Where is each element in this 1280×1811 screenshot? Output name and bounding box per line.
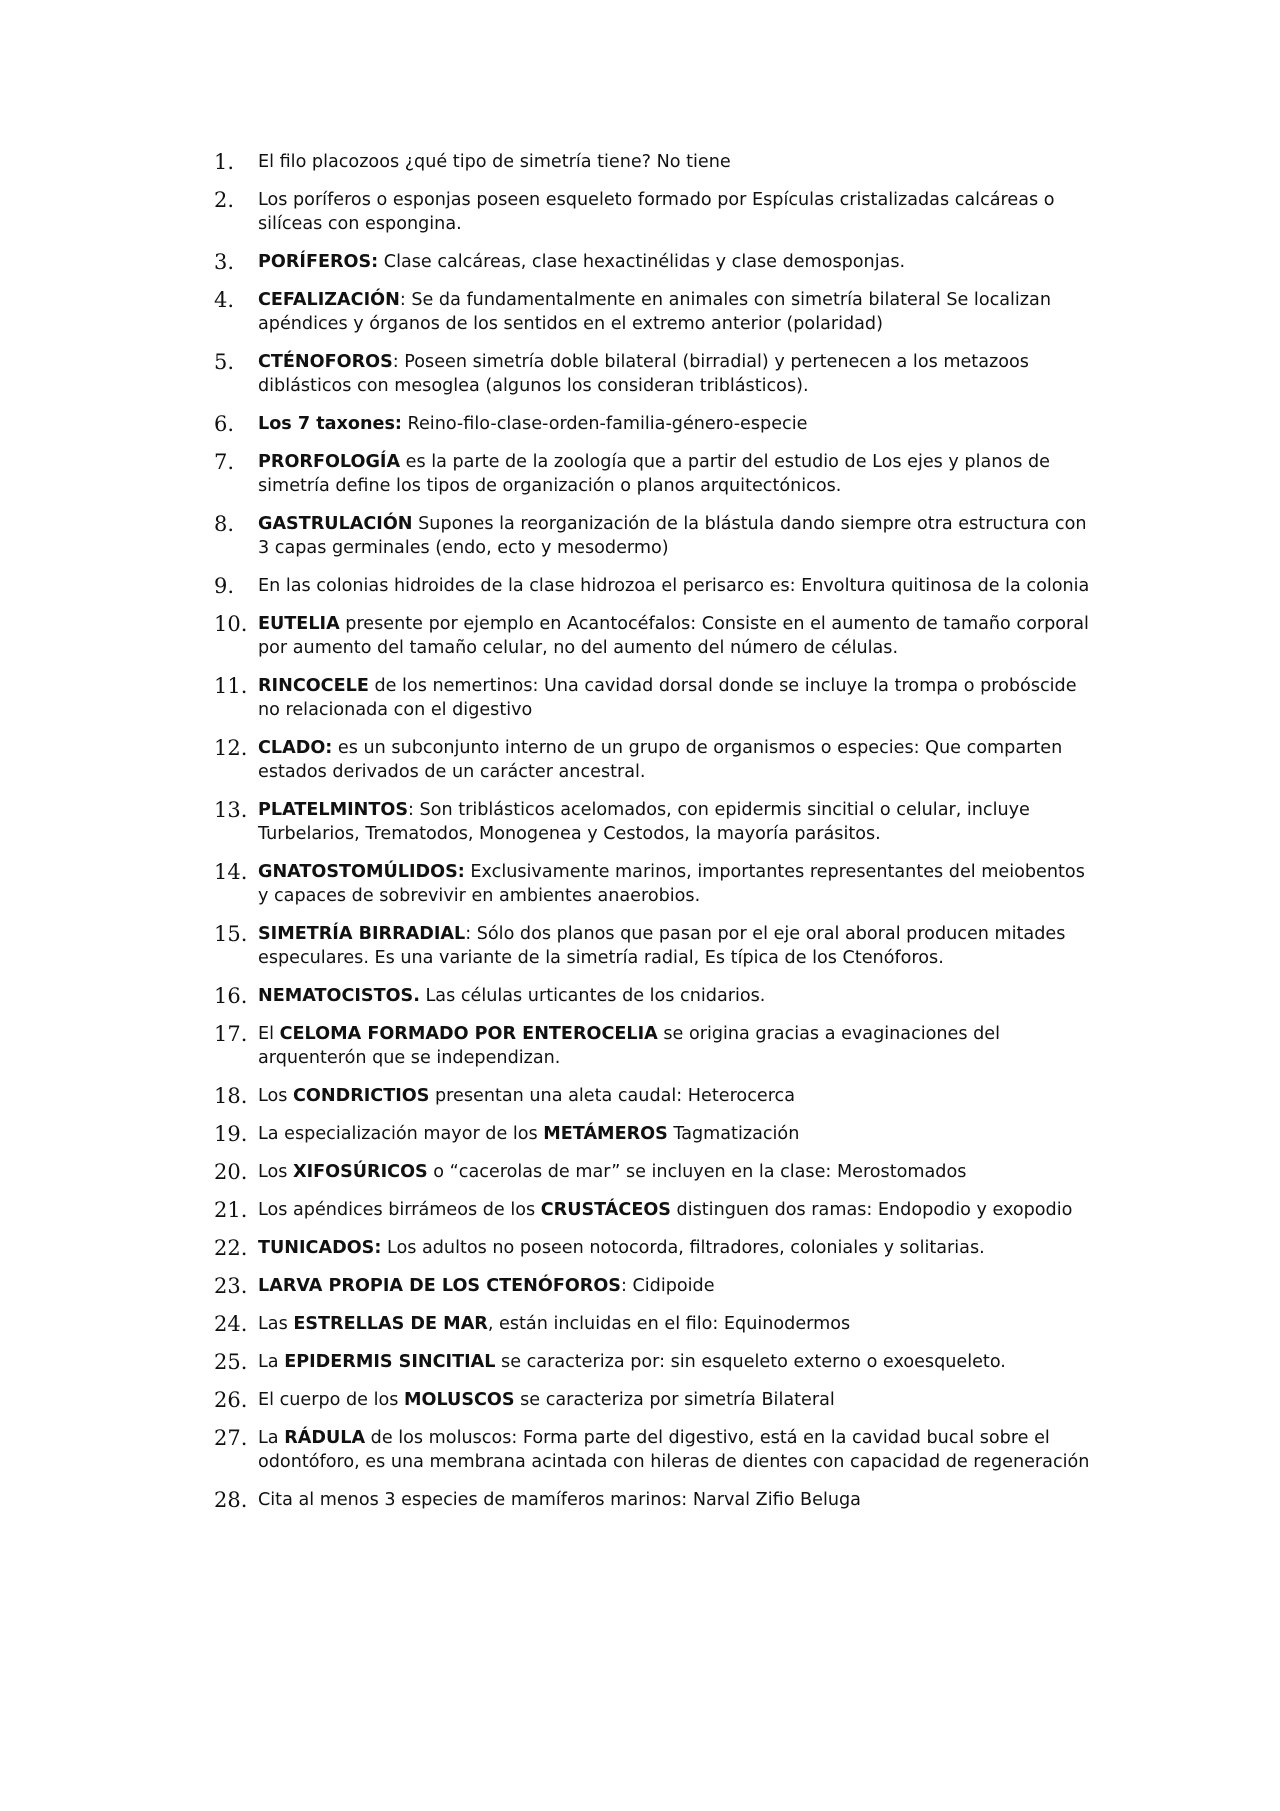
list-item	[214, 1122, 1094, 1146]
item-term: NEMATOCISTOS.	[258, 986, 420, 1006]
list-item	[214, 612, 1094, 660]
list-item	[214, 350, 1094, 398]
item-text	[258, 1274, 1094, 1298]
item-text	[258, 1084, 1094, 1108]
list-item	[214, 150, 1094, 174]
item-term: GASTRULACIÓN	[258, 514, 413, 534]
list-item	[214, 1198, 1094, 1222]
item-number: 7.	[214, 450, 235, 474]
item-text	[258, 512, 1094, 560]
item-term: MOLUSCOS	[404, 1390, 515, 1410]
item-number: 1.	[214, 150, 235, 174]
item-text	[258, 984, 1094, 1008]
item-number: 10.	[214, 612, 248, 636]
list-item	[214, 1426, 1094, 1474]
list-item	[214, 860, 1094, 908]
item-text	[258, 412, 1094, 436]
item-text-segment: es un subconjunto interno de un grupo de organismos o especies: Que comparten estados derivados de un carácter ancestral.	[258, 738, 1063, 782]
item-text	[258, 450, 1094, 498]
item-number: 6.	[214, 412, 235, 436]
item-text-segment: Los adultos no poseen notocorda, filtradores, coloniales y solitarias.	[381, 1238, 985, 1258]
list-item	[214, 188, 1094, 236]
item-text-segment: se caracteriza por: sin esqueleto externo o exoesqueleto.	[495, 1352, 1006, 1372]
list-item	[214, 1084, 1094, 1108]
list-item	[214, 1488, 1094, 1512]
item-text	[258, 574, 1094, 598]
item-text-segment: Los poríferos o esponjas poseen esqueleto formado por Espículas cristalizadas calcáreas o silíceas con espongina.	[258, 190, 1055, 234]
item-term: CONDRICTIOS	[293, 1086, 430, 1106]
item-text	[258, 922, 1094, 970]
item-term: METÁMEROS	[543, 1124, 668, 1144]
item-number: 15.	[214, 922, 248, 946]
item-text-segment: Tagmatización	[667, 1124, 800, 1144]
item-text-segment: Reino-filo-clase-orden-familia-género-especie	[401, 414, 808, 434]
list-item	[214, 736, 1094, 784]
list-item	[214, 1274, 1094, 1298]
item-text-segment: : Son triblásticos acelomados, con epidermis sincitial o celular, incluye Turbelarios, Trematodos, Monogenea y Cestodos, la mayoría parásitos.	[258, 800, 1030, 844]
item-number: 24.	[214, 1312, 248, 1336]
item-term: CTÉNOFOROS	[258, 352, 393, 372]
item-term: XIFOSÚRICOS	[293, 1162, 428, 1182]
item-term: Los 7 taxones:	[258, 414, 402, 434]
item-number: 22.	[214, 1236, 248, 1260]
item-number: 4.	[214, 288, 235, 312]
item-number: 3.	[214, 250, 235, 274]
item-text-segment: El filo placozoos ¿qué tipo de simetría tiene? No tiene	[258, 152, 731, 172]
item-term: SIMETRÍA BIRRADIAL	[258, 924, 466, 944]
item-text-segment: presentan una aleta caudal: Heterocerca	[429, 1086, 795, 1106]
item-number: 2.	[214, 188, 235, 212]
list-item	[214, 1350, 1094, 1374]
item-text	[258, 798, 1094, 846]
list-item	[214, 288, 1094, 336]
item-term: PLATELMINTOS	[258, 800, 408, 820]
item-text	[258, 1122, 1094, 1146]
item-text-segment: El	[258, 1024, 280, 1044]
item-number: 28.	[214, 1488, 248, 1512]
item-number: 26.	[214, 1388, 248, 1412]
item-text-segment: Los	[258, 1162, 294, 1182]
item-text-segment: Supones la reorganización de la blástula dando siempre otra estructura con 3 capas germinales (endo, ecto y mesodermo)	[258, 514, 1087, 558]
item-text	[258, 188, 1094, 236]
item-text	[258, 1198, 1094, 1222]
item-term: CRUSTÁCEOS	[540, 1200, 671, 1220]
item-term: PRORFOLOGÍA	[258, 452, 401, 472]
list-item	[214, 574, 1094, 598]
item-text-segment: Los	[258, 1086, 294, 1106]
item-text	[258, 1426, 1094, 1474]
item-term: RINCOCELE	[258, 676, 369, 696]
item-term: GNATOSTOMÚLIDOS:	[258, 862, 465, 882]
item-text	[258, 1488, 1094, 1512]
item-text-segment: Las	[258, 1314, 294, 1334]
item-text	[258, 1160, 1094, 1184]
question-answer-list	[214, 150, 1094, 1526]
list-item	[214, 1022, 1094, 1070]
item-number: 13.	[214, 798, 248, 822]
item-term: CELOMA FORMADO POR ENTEROCELIA	[279, 1024, 658, 1044]
item-text-segment: Las células urticantes de los cnidarios.	[419, 986, 766, 1006]
item-text	[258, 150, 1094, 174]
item-text	[258, 612, 1094, 660]
item-number: 14.	[214, 860, 248, 884]
item-number: 11.	[214, 674, 248, 698]
item-number: 9.	[214, 574, 235, 598]
list-item	[214, 250, 1094, 274]
item-term: CLADO:	[258, 738, 333, 758]
list-item	[214, 1388, 1094, 1412]
item-number: 16.	[214, 984, 248, 1008]
list-item	[214, 412, 1094, 436]
item-text-segment: presente por ejemplo en Acantocéfalos: Consiste en el aumento de tamaño corporal por aumento del tamaño celular, no del aumento del número de células.	[258, 614, 1089, 658]
item-term: CEFALIZACIÓN	[258, 290, 400, 310]
item-number: 5.	[214, 350, 235, 374]
item-text-segment: Clase calcáreas, clase hexactinélidas y clase demosponjas.	[378, 252, 906, 272]
item-number: 12.	[214, 736, 248, 760]
item-text-segment: Exclusivamente marinos, importantes representantes del meiobentos y capaces de sobrevivir en ambientes anaerobios.	[258, 862, 1085, 906]
item-number: 19.	[214, 1122, 248, 1146]
item-text	[258, 288, 1094, 336]
item-number: 23.	[214, 1274, 248, 1298]
item-number: 20.	[214, 1160, 248, 1184]
list-item	[214, 984, 1094, 1008]
item-text-segment: La	[258, 1428, 285, 1448]
item-text	[258, 1022, 1094, 1070]
item-text-segment: : Se da fundamentalmente en animales con simetría bilateral Se localizan apéndices y órganos de los sentidos en el extremo anterior (polaridad)	[258, 290, 1051, 334]
list-item	[214, 674, 1094, 722]
item-term: TUNICADOS:	[258, 1238, 382, 1258]
list-item	[214, 922, 1094, 970]
list-item	[214, 1160, 1094, 1184]
item-text-segment: El cuerpo de los	[258, 1390, 404, 1410]
item-text-segment: La	[258, 1352, 285, 1372]
item-term: RÁDULA	[284, 1428, 366, 1448]
list-item	[214, 450, 1094, 498]
item-text-segment: distinguen dos ramas: Endopodio y exopodio	[670, 1200, 1073, 1220]
item-text-segment: Los apéndices birrámeos de los	[258, 1200, 541, 1220]
item-number: 17.	[214, 1022, 248, 1046]
item-text-segment: se caracteriza por simetría Bilateral	[514, 1390, 835, 1410]
item-term: LARVA PROPIA DE LOS CTENÓFOROS	[258, 1276, 621, 1296]
item-text-segment: La especialización mayor de los	[258, 1124, 544, 1144]
list-item	[214, 1236, 1094, 1260]
item-text-segment: de los moluscos: Forma parte del digestivo, está en la cavidad bucal sobre el odontóforo, es una membrana acintada con hileras de dientes con capacidad de regeneración	[258, 1428, 1090, 1472]
item-number: 21.	[214, 1198, 248, 1222]
list-item	[214, 512, 1094, 560]
item-text	[258, 1236, 1094, 1260]
list-item	[214, 1312, 1094, 1336]
item-text	[258, 1350, 1094, 1374]
item-number: 25.	[214, 1350, 248, 1374]
item-text	[258, 1312, 1094, 1336]
item-text	[258, 250, 1094, 274]
list-item	[214, 798, 1094, 846]
item-text-segment: : Sólo dos planos que pasan por el eje oral aboral producen mitades especulares. Es una variante de la simetría radial, Es típica de los Ctenóforos.	[258, 924, 1066, 968]
item-text	[258, 860, 1094, 908]
item-term: EPIDERMIS SINCITIAL	[284, 1352, 496, 1372]
item-text-segment: : Poseen simetría doble bilateral (birradial) y pertenecen a los metazoos diblásticos con mesoglea (algunos los consideran triblásticos).	[258, 352, 1029, 396]
item-text-segment: En las colonias hidroides de la clase hidrozoa el perisarco es: Envoltura quitinosa de la colonia	[258, 576, 1090, 596]
item-text-segment: se origina gracias a evaginaciones del arquenterón que se independizan.	[258, 1024, 1001, 1068]
item-text	[258, 350, 1094, 398]
item-text	[258, 1388, 1094, 1412]
item-text-segment: es la parte de la zoología que a partir del estudio de Los ejes y planos de simetría define los tipos de organización o planos arquitectónicos.	[258, 452, 1050, 496]
item-term: ESTRELLAS DE MAR	[293, 1314, 488, 1334]
item-text-segment: Cita al menos 3 especies de mamíferos marinos: Narval Zifio Beluga	[258, 1490, 861, 1510]
item-text-segment: de los nemertinos: Una cavidad dorsal donde se incluye la trompa o probóscide no relacionada con el digestivo	[258, 676, 1077, 720]
item-term: PORÍFEROS:	[258, 252, 379, 272]
item-term: EUTELIA	[258, 614, 340, 634]
item-number: 27.	[214, 1426, 248, 1450]
item-number: 18.	[214, 1084, 248, 1108]
item-number: 8.	[214, 512, 235, 536]
item-text-segment: o “cacerolas de mar” se incluyen en la clase: Merostomados	[427, 1162, 967, 1182]
item-text	[258, 736, 1094, 784]
item-text	[258, 674, 1094, 722]
item-text-segment: : Cidipoide	[620, 1276, 715, 1296]
item-text-segment: , están incluidas en el filo: Equinodermos	[487, 1314, 851, 1334]
